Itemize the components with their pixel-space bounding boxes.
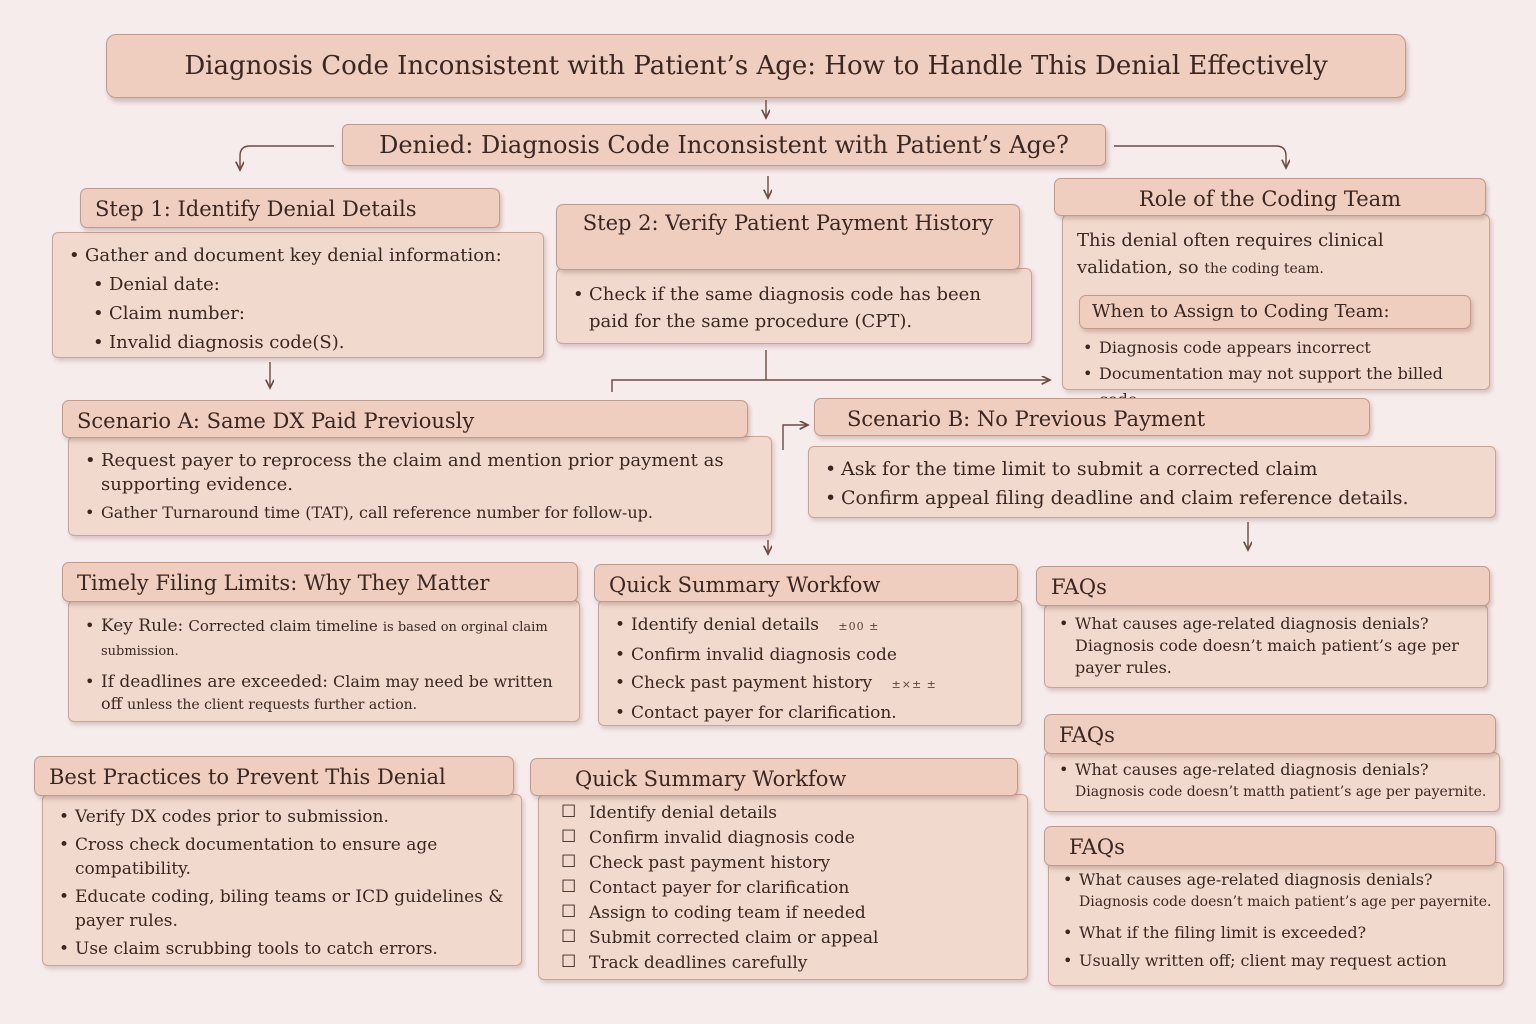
faq1-question: • What causes age-related diagnosis denials? <box>1053 613 1479 635</box>
best-item-scrub: • Use claim scrubbing tools to catch errors. <box>53 937 511 961</box>
summary1-item-identify-text: Identify denial details <box>631 615 819 635</box>
summary1-mark-1: ±00 ± <box>838 620 880 633</box>
summary2-item-submit: ☐ Submit corrected claim or appeal <box>549 926 1017 951</box>
summary2-item-confirm: ☐ Confirm invalid diagnosis code <box>549 826 1017 851</box>
step1-intro: • Gather and document key denial information: <box>63 241 533 270</box>
faq2-panel <box>1044 752 1500 812</box>
scenario-b-item-time-limit: • Ask for the time limit to submit a corrected claim <box>819 455 1485 484</box>
denial-question <box>342 124 1106 166</box>
timely-header <box>62 562 578 602</box>
scenario-a-header <box>62 400 748 438</box>
step2-item: • Check if the same diagnosis code has been paid for the same procedure (CPT). <box>567 281 1021 335</box>
faq1-list <box>1053 613 1479 635</box>
scenario-a-header-text: Scenario A: Same DX Paid Previously <box>77 409 475 433</box>
scenario-b-list <box>819 455 1485 513</box>
best-practices-header-text: Best Practices to Prevent This Denial <box>49 765 446 789</box>
faq1-panel <box>1044 604 1488 688</box>
scenario-a-item-tat: • Gather Turnaround time (TAT), call reference number for follow-up. <box>79 501 761 525</box>
faq3-header <box>1044 826 1496 866</box>
scenario-b-header-text: Scenario B: No Previous Payment <box>847 407 1206 431</box>
coding-team-panel <box>1062 214 1490 390</box>
coding-team-text-main: This denial often requires clinical validation, so <box>1077 230 1384 278</box>
faq2-question: • What causes age-related diagnosis denials? <box>1053 759 1491 781</box>
scenario-b-panel <box>808 446 1496 518</box>
step2-panel <box>556 268 1032 344</box>
faq2-list <box>1053 759 1491 781</box>
scenario-a-list <box>79 449 761 525</box>
coding-team-header-text: Role of the Coding Team <box>1138 187 1402 211</box>
faq3-question-2: • What if the filing limit is exceeded? <box>1057 919 1495 947</box>
step1-item-denial-date: • Denial date: <box>63 270 533 299</box>
scenario-a-panel <box>68 436 772 536</box>
timely-rule-small: is based on orginal claim submission. <box>101 620 548 659</box>
main-title-text: Diagnosis Code Inconsistent with Patient’s Age: How to Handle This Denial Effectively <box>184 51 1328 81</box>
timely-exceed-small: unless the client requests further action. <box>127 697 418 713</box>
coding-team-subheader <box>1079 295 1471 329</box>
best-item-crosscheck: • Cross check documentation to ensure age compatibility. <box>53 833 511 881</box>
summary2-item-track: ☐ Track deadlines carefully <box>549 951 1017 976</box>
timely-panel <box>68 600 580 722</box>
coding-team-subheader-text: When to Assign to Coding Team: <box>1092 301 1390 322</box>
step1-list <box>63 241 533 270</box>
summary1-mark-2: ±×± ± <box>891 678 937 691</box>
summary2-panel <box>538 794 1028 980</box>
summary1-header <box>594 564 1018 602</box>
timely-rule-big: Corrected claim timeline <box>188 617 378 635</box>
best-practices-panel <box>42 794 522 966</box>
step1-item-claim-number: • Claim number: <box>63 299 533 328</box>
coding-team-text-small: the coding team. <box>1204 261 1324 277</box>
faq3-answer-2: • Usually written off; client may request action <box>1057 947 1495 975</box>
faq2-header-text: FAQs <box>1059 723 1115 747</box>
coding-team-item-incorrect: • Diagnosis code appears incorrect <box>1077 335 1475 361</box>
coding-team-item-documentation: • Documentation may not support the billed <box>1077 361 1475 413</box>
summary1-list <box>609 611 1011 727</box>
step1-header-text: Step 1: Identify Denial Details <box>95 197 417 221</box>
faq3-list <box>1057 869 1495 891</box>
faq3-question-1: • What causes age-related diagnosis denials? <box>1057 869 1495 891</box>
step1-header <box>80 188 500 228</box>
summary1-item-confirm: • Confirm invalid diagnosis code <box>609 641 1011 669</box>
step1-item-invalid-code: • Invalid diagnosis code(S). <box>63 328 533 357</box>
summary2-list <box>549 801 1017 976</box>
faq3-header-text: FAQs <box>1069 835 1125 859</box>
faq1-header-text: FAQs <box>1051 575 1107 599</box>
timely-list <box>79 615 569 716</box>
summary1-header-text: Quick Summary Workfow <box>609 573 881 597</box>
summary1-item-contact: • Contact payer for clarification. <box>609 699 1011 727</box>
scenario-a-item-reprocess: • Request payer to reprocess the claim and mention prior payment as supporting evidence. <box>79 449 761 497</box>
best-item-educate: • Educate coding, biling teams or ICD guidelines & payer rules. <box>53 885 511 933</box>
timely-exceed-label: If deadlines are exceeded: <box>101 672 328 692</box>
coding-team-text <box>1077 227 1475 283</box>
summary1-item-check <box>609 669 1011 699</box>
best-practices-list <box>53 805 511 961</box>
denial-question-text: Denied: Diagnosis Code Inconsistent with Patient’s Age? <box>379 131 1069 159</box>
summary2-header <box>530 758 1018 796</box>
summary2-item-assign: ☐ Assign to coding team if needed <box>549 901 1017 926</box>
best-item-verify: • Verify DX codes prior to submission. <box>53 805 511 829</box>
timely-header-text: Timely Filing Limits: Why They Matter <box>77 571 490 595</box>
faq2-answer: Diagnosis code doesn’t matth patient’s age per payernite. <box>1075 784 1487 800</box>
step2-header-text: Step 2: Verify Patient Payment History <box>582 211 994 235</box>
timely-item-exceeded <box>79 671 569 716</box>
step1-panel <box>52 232 544 358</box>
summary1-item-identify <box>609 611 1011 641</box>
summary2-item-check: ☐ Check past payment history <box>549 851 1017 876</box>
step1-sublist <box>63 270 533 357</box>
scenario-b-item-deadline: • Confirm appeal filing deadline and claim reference details. <box>819 484 1485 513</box>
faq1-header <box>1036 566 1490 606</box>
summary2-item-contact: ☐ Contact payer for clarification <box>549 876 1017 901</box>
faq1-answer: Diagnosis code doesn’t maich patient’s age per payer rules. <box>1075 636 1459 677</box>
faq3-answer-1: Diagnosis code doesn’t maich patient’s age per payernite. <box>1079 894 1492 910</box>
main-title <box>106 34 1406 98</box>
summary1-item-check-text: Check past payment history <box>631 673 873 693</box>
summary1-panel <box>598 600 1022 726</box>
timely-item-rule <box>79 615 569 663</box>
step2-list <box>567 281 1021 335</box>
scenario-b-header <box>814 398 1370 436</box>
faq3-panel <box>1048 862 1504 986</box>
step2-header <box>556 204 1020 270</box>
timely-rule-label: Key Rule: <box>101 616 184 636</box>
summary2-item-identify: ☐ Identify denial details <box>549 801 1017 826</box>
summary2-header-text: Quick Summary Workfow <box>575 767 847 791</box>
timely-exceed-big: Claim may need be written off <box>101 672 553 713</box>
best-practices-header <box>34 756 514 796</box>
faq3-list-2 <box>1057 919 1495 975</box>
faq2-header <box>1044 714 1496 754</box>
coding-team-header <box>1054 178 1486 216</box>
